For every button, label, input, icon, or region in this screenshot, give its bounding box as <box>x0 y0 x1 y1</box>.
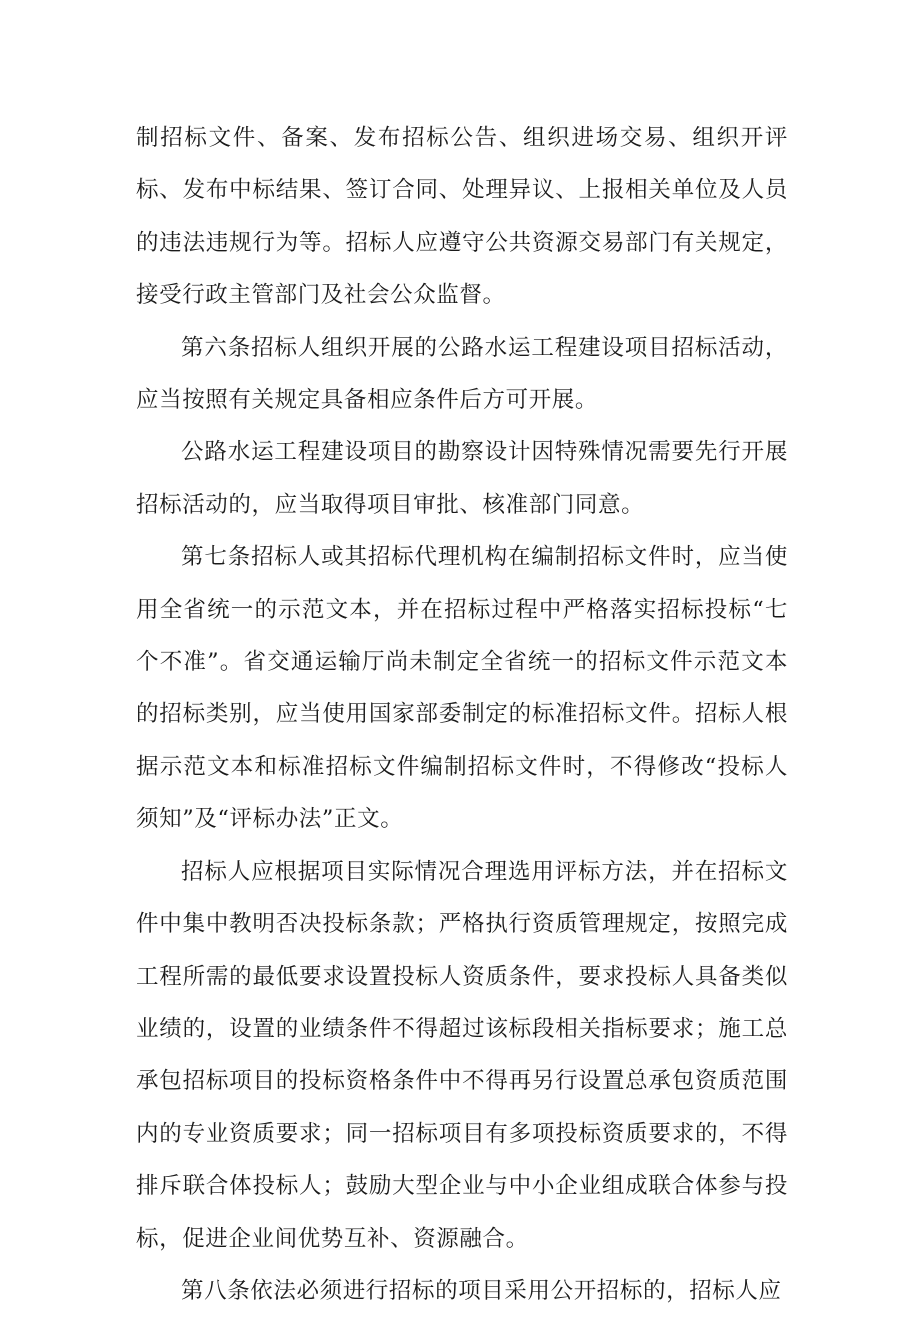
paragraph-continuation: 制招标文件、备案、发布招标公告、组织进场交易、组织开评标、发布中标结果、签订合同、处理异议、上报相关单位及人员的违法违规行为等。招标人应遵守公共资源交易部门有关规定，接受行政主管部门及社会公众监督。 <box>136 125 788 309</box>
paragraph-article-8: 第八条依法必须进行招标的项目采用公开招标的，招标人应 <box>181 1277 782 1304</box>
document-body <box>136 112 788 1317</box>
paragraph-survey-design: 公路水运工程建设项目的勘察设计因特殊情况需要先行开展招标活动的，应当取得项目审批、核准部门同意。 <box>136 439 788 518</box>
paragraph-article-6: 第六条招标人组织开展的公路水运工程建设项目招标活动，应当按照有关规定具备相应条件后方可开展。 <box>136 334 788 414</box>
paragraph-evaluation-method: 招标人应根据项目实际情况合理选用评标方法，并在招标文件中集中教明否决投标条款；严格执行资质管理规定，按照完成工程所需的最低要求设置投标人资质条件，要求投标人具备类似业绩的，设置的业绩条件不得超过该标段相关指标要求；施工总承包招标项目的投标资格条件中不得再另行设置总承包资质范围内的专业资质要求；同一招标项目有多项投标资质要求的，不得排斥联合体投标人；鼓励大型企业与中小企业组成联合体参与投标，促进企业间优势互补、资源融合。 <box>136 858 788 1252</box>
paragraph-article-7: 第七条招标人或其招标代理机构在编制招标文件时，应当使用全省统一的示范文本，并在招标过程中严格落实招标投标“七个不准”。省交通运输厅尚未制定全省统一的招标文件示范文本的招标类别，应当使用国家部委制定的标准招标文件。招标人根据示范文本和标准招标文件编制招标文件时，不得修改“投标人须知”及“评标办法”正文。 <box>136 544 788 833</box>
